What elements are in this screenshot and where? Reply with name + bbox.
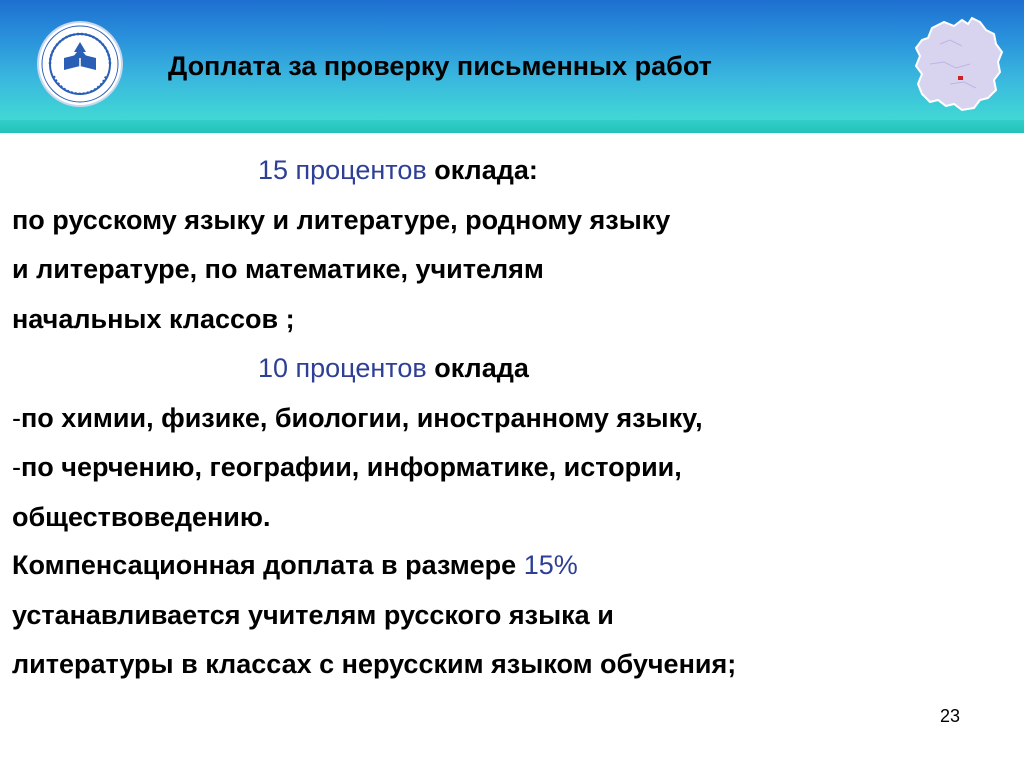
text-line-8: обществоведению. <box>12 502 271 532</box>
page-title: Доплата за проверку письменных работ <box>168 51 712 81</box>
page-number: 23 <box>940 706 961 726</box>
bonus-10-heading <box>258 344 529 392</box>
salary-label-2: оклада <box>426 353 529 383</box>
yakutia-region-map-icon <box>910 14 1006 118</box>
header-banner <box>0 0 1024 133</box>
compensation-line <box>12 541 578 589</box>
text-line-11: литературы в классах с нерусским языком обучения; <box>12 649 737 679</box>
text-line-10: устанавливается учителям русского языка и <box>12 600 614 630</box>
header-stripe <box>0 120 1024 133</box>
percent-10-value: 10 процентов <box>258 353 427 383</box>
list-item-sciences-text: по химии, физике, биологии, иностранному языку, <box>21 403 703 433</box>
list-item-sciences <box>12 394 703 442</box>
percent-15-value: 15 процентов <box>258 155 427 185</box>
compensation-percent: 15% <box>523 550 578 580</box>
bonus-15-heading <box>258 146 538 194</box>
list-dash: - <box>12 452 21 482</box>
ministry-of-education-emblem-icon <box>36 20 124 108</box>
salary-label: оклада: <box>426 155 538 185</box>
text-line-3: и литературе, по математике, учителям <box>12 254 544 284</box>
list-item-humanities <box>12 443 682 491</box>
list-item-humanities-text: по черчению, географии, информатике, истории, <box>21 452 682 482</box>
compensation-text: Компенсационная доплата в размере <box>12 550 524 580</box>
list-dash: - <box>12 403 21 433</box>
text-line-4: начальных классов ; <box>12 304 295 334</box>
text-line-2: по русскому языку и литературе, родному языку <box>12 205 671 235</box>
